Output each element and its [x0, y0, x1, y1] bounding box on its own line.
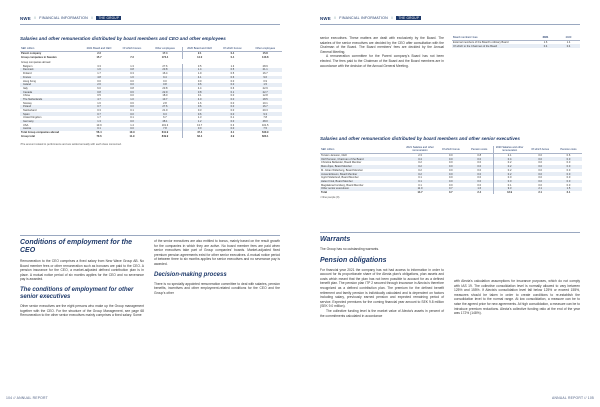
cell-value: 6.7 [163, 116, 167, 120]
cell-value: 13.7 [182, 123, 216, 127]
cell-value: 9.3 [248, 112, 282, 116]
cell-value: 1.7 [97, 116, 101, 120]
cell-value: 0.0 [436, 172, 466, 176]
footer-right: ANNUAL REPORT // 105 [551, 396, 594, 400]
cell-value: 0.5 [216, 68, 248, 72]
row-label: Helen Frisk, Board Member [320, 180, 404, 184]
cell-value: 0.7 [82, 105, 116, 109]
row-label: Torsten Jansson, CEO [321, 154, 347, 158]
cell-value: 4.1 [182, 76, 216, 80]
cell-value: 0.0 [216, 83, 248, 87]
cell-value: 0.6 [230, 86, 235, 90]
cell-value: 0.0 [448, 168, 453, 172]
heading-conditions-ceo: Conditions of employment for the CEO [20, 239, 132, 254]
cell-value: 0.3 [130, 72, 134, 76]
cell-value: 48.1 [148, 120, 182, 124]
cell-value: 4.4 [182, 87, 216, 91]
paragraph-senior-continued: of the senior executives are also entitled to bonus, mainly based on the result growth for the companies in which they are active. No board member fees are paid when senior executives take part of Group companies' boards. Market-adjusted fixed premium pension agreements exist for other senior executives. A mutual notice period of between three to six months applies for senior executives and no severance pay is awarded. [154, 239, 280, 266]
cell-value: 7.5 [248, 127, 282, 131]
cell-value: 1.3 [82, 120, 116, 124]
row-label: Group companies in Sweden [21, 55, 57, 59]
cell-value: 0.0 [566, 168, 571, 172]
cell-value: 0.2 [404, 165, 436, 169]
cell-value: 0.0 [538, 168, 542, 172]
section-tag: THE GROUP [398, 16, 420, 20]
cell-value: 0.6 [182, 105, 216, 109]
cell-value: 27.6 [148, 105, 182, 109]
cell-value: 0.0 [116, 112, 148, 116]
cell-value: 173.4 [161, 55, 169, 59]
cell-value: 1.7 [97, 72, 101, 76]
cell-value: 7.8 [263, 116, 267, 120]
cell-value: 0.0 [525, 180, 555, 184]
page-header: NWE // FINANCIAL INFORMATION // THE GROUP [320, 15, 420, 21]
cell-value: 0.8 [477, 154, 482, 158]
cell-value: 0.0 [555, 172, 582, 176]
paragraph-pension-1: For financial year 2021 the company has not had access to information in order to account for its proportionate share of the Alecta plan's obligations, plan assets and costs which meant that the plan has not been possible to account for as a defined benefit plan. The pension plan ITP 2 secured through insurance in Alecta is therefore recognized as a defined contribution plan. The premium for the defined benefit retirement and family pension is individually calculated and is dependent on factors including salary, previously earned pension and expected remaining period of service. Expected premiums for the coming financial year amount to SEK 9.8 million (SEK 9.0 million). [320, 267, 444, 309]
cell-value: 143.8 [261, 55, 269, 59]
paragraph-senior-matters: senior executives. These matters are dealt with exclusively by the Board. The salaries of the senior executives are decided by the CEO after consultation with the Chairman of the Board. The Board members' fees are decided by the Annual General Meeting. [320, 36, 444, 54]
cell-value: 2.1 [182, 51, 216, 55]
cell-value: 0.1 [230, 116, 235, 120]
cell-value: 7.8 [148, 127, 182, 131]
row-label: Canada [20, 90, 82, 94]
paragraph-decision-process: There is no specially appointed remuneration committee to deal with salaries, pension benefits, incentives and other employment-related conditions for the CEO and the Group's other [154, 281, 280, 295]
row-label: Germany [20, 120, 82, 124]
cell-value: 0.3 [182, 109, 216, 113]
cell-value: 1.6 [82, 68, 116, 72]
cell-value: 1.0 [116, 98, 148, 102]
cell-value: 0.5 [97, 94, 101, 98]
table-header-row: SEK million 2021 Salaries and other remuneration Of which bonus Pension costs 2020 Salaries and other remuneration Of which bonus Pension costs [320, 146, 582, 153]
cell-value: 0.3 [97, 109, 101, 112]
cell-value: 0.0 [436, 180, 466, 184]
cell-value: 2.1 [538, 190, 542, 194]
cell-value: 0.0 [448, 183, 453, 187]
cell-value: 0.8 [182, 90, 216, 94]
cell-value: 15.7 [96, 55, 102, 59]
cell-value: 0.1 [404, 180, 436, 184]
cell-value: 28.9 [262, 64, 268, 68]
cell-value: 0.6 [116, 90, 148, 94]
cell-value: 27.6 [162, 64, 168, 68]
cell-value: 21.9 [162, 109, 168, 112]
executives-table [320, 146, 582, 194]
cell-value: 23.8 [148, 68, 182, 72]
cell-value: 14.7 [417, 190, 423, 194]
cell-value: 0.0 [182, 127, 216, 131]
salary-table [20, 47, 282, 138]
cell-value: 1.4 [130, 123, 134, 127]
cell-value: 9.3 [148, 112, 182, 116]
row-label: United Kingdom [23, 116, 42, 120]
cell-value: 3.5 [182, 64, 216, 68]
cell-value: 0.4 [230, 51, 235, 55]
cell-value: 12.9 [493, 191, 525, 195]
cell-value: 1.5 [248, 83, 282, 87]
row-label: The Netherlands [20, 98, 82, 102]
cell-value: 13.7 [148, 98, 182, 102]
cell-value: 0.6 [566, 154, 571, 158]
row-label: Ingrid Söderlund, Board Member [321, 176, 359, 180]
cell-value: 16.7 [262, 72, 268, 76]
cell-value: 0.0 [216, 127, 248, 131]
cell-value: 2.1 [566, 190, 571, 194]
section-tag: THE GROUP [98, 16, 120, 20]
cell-value: 1.4 [182, 68, 216, 72]
cell-value: 11.9 [129, 134, 135, 138]
row-label: France [20, 76, 82, 80]
cell-value: 10.1 [262, 101, 268, 105]
row-label: Christina Bellander, Board Member [321, 161, 362, 165]
cell-value: 0.6 [182, 112, 216, 116]
cell-value: 16.4 [162, 72, 168, 76]
cell-value: 0.1 [493, 183, 525, 187]
section-divider [20, 235, 280, 236]
cell-value: 2.1 [525, 187, 555, 191]
table-footnote: ¹The amount related to performance and are settled annually with each class concerned. [20, 143, 122, 147]
cell-value: 9.4 [148, 76, 182, 80]
cell-value: 16.7 [248, 105, 282, 109]
cell-value: 0.0 [466, 172, 494, 176]
cell-value: 14.0 [182, 55, 216, 59]
right-page [300, 0, 600, 407]
cell-value: 0.0 [182, 79, 216, 83]
heading-conditions-senior: The conditions of employment for other senior executives [20, 286, 134, 300]
cell-value: 13.9 [96, 123, 102, 127]
cell-value: 849.9 [161, 134, 169, 138]
section-label: FINANCIAL INFORMATION [39, 16, 88, 20]
cell-value: 0.2 [493, 172, 525, 176]
cell-value: 0.1 [130, 109, 134, 112]
cell-value: 0.0 [130, 79, 134, 83]
cell-value: 0.0 [448, 154, 453, 158]
cell-value: 0.2 [418, 161, 422, 165]
cell-value: 0.0 [525, 165, 555, 169]
cell-value: 0.0 [436, 157, 466, 161]
cell-value: 3.3 [97, 64, 101, 68]
row-label: M. Johan Widerberg, Board Member [321, 168, 363, 172]
cell-value: 0.6 [182, 83, 216, 87]
cell-value: 0.0 [97, 79, 101, 83]
cell-value: 12.8 [262, 94, 268, 98]
cell-value: 63.4 [182, 135, 216, 139]
cell-value: 22.9 [262, 86, 268, 90]
heading-decision-process: Decision-making process [154, 271, 227, 278]
cell-value: 0.6 [130, 101, 134, 105]
cell-value: 0.0 [538, 183, 542, 187]
cell-value: 1.3 [130, 64, 134, 68]
cell-value: 0.0 [555, 180, 582, 184]
row-label: China [23, 94, 30, 98]
cell-value: 11.0 [404, 187, 436, 191]
cell-value: 21.1 [248, 68, 282, 72]
table-title: Salaries and other remuneration distributed by board members and CEO and other employees [20, 36, 226, 41]
row-label: Denmark [20, 68, 82, 72]
total-row [320, 191, 582, 195]
logo: NWE [320, 15, 331, 21]
cell-value: 0.0 [436, 165, 466, 169]
cell-value: 0.7 [448, 190, 453, 194]
table-title: Salaries and other remuneration distributed by board members and other senior executives [320, 136, 520, 141]
cell-value: 10.9 [129, 131, 135, 135]
cell-value: 3.1 [230, 131, 235, 135]
cell-value: 0.0 [116, 127, 148, 131]
cell-value: 17.4 [162, 51, 168, 55]
paragraph-warrants: The Group has no outstanding warrants. [320, 247, 380, 251]
row-label: USA [23, 123, 29, 127]
cell-value: 4.8 [82, 76, 116, 80]
cell-value: 0.4 [493, 157, 525, 161]
cell-value: 101.3 [161, 123, 169, 127]
board-fees-table: Board members' fees 2021 2020 External members of the Board's ordinary Board 1.6 1.4 Of which to the Chairman of the Board 0.4 0.4 [452, 36, 580, 48]
cell-value: 0.7 [436, 187, 466, 191]
row-label: Parent company [21, 51, 42, 55]
cell-value: 2.8 [163, 101, 167, 105]
cell-value: 0.0 [116, 105, 148, 109]
row-label: Jonas Eriksson, Board Member [320, 172, 404, 176]
row-label: Austria [20, 127, 82, 131]
cell-value: 0.4 [404, 157, 436, 161]
row-label: Olof Persson, Chairman of the Board [320, 157, 404, 161]
cell-value: 0.0 [555, 165, 582, 169]
heading-pension: Pension obligations [320, 256, 387, 264]
cell-value: 0.8 [130, 86, 134, 90]
cell-value: 0.1 [418, 183, 422, 187]
paragraph-conditions-senior: Other senior executives are the eight persons who make up the Group management together with the CEO. For the structure of the Group Management, see page 68 Remuneration to the other senior executives mainly comprises a fixed salary. Some [20, 303, 144, 318]
row-label: Magdalena Forsberg, Board Member [321, 183, 364, 187]
cell-value: 1.3 [230, 64, 235, 68]
cell-value: 640.9 [261, 131, 269, 135]
cell-value: 0.7 [82, 112, 116, 116]
cell-value: 0.0 [230, 109, 235, 112]
section-divider [320, 232, 580, 233]
paragraph-pension-3: with Alecta's calculation assumptions for insurance purposes, which do not comply with IAS 19. The collective consolidation level is normally allowed to vary between 125% and 155%. If Alecta's consolidation level fall below 125% or exceed 155%, measures should be taken in order to create conditions to re-establish the consolidation level to the normal range. At low consolidation, a measure can be to raise the agreed price for new agreements. At high consolidation, a measure can be to introduce premium reductions. Alecta's collective funding ratio at the end of the year was 172% (148%). [454, 279, 580, 316]
row-label: Poland [20, 105, 82, 109]
cell-value: 0.1 [82, 127, 116, 131]
cell-value: 0.0 [566, 183, 571, 187]
cell-value: 0.2 [493, 161, 525, 165]
cell-value: 6.0 [97, 86, 101, 90]
section-row: Group companies abroad [21, 61, 51, 65]
cell-value: 20.3 [262, 109, 268, 112]
row-label: Switzerland [23, 109, 37, 112]
row-label: Group total [21, 134, 35, 138]
cell-value: 18.0 [162, 94, 168, 98]
paragraph-remuneration-committee: A remuneration committee for the Parent company's Board has not been elected. The fees paid to the Chairman of the Board and the Board members are in accordance with the decision of the Annual General Meeting. [320, 54, 444, 68]
cell-value: 1.3 [182, 116, 216, 120]
cell-value: 4.0 [182, 98, 216, 102]
cell-value: 1.6 [182, 101, 216, 105]
cell-value: 0.0 [477, 176, 482, 180]
row-label: Italy [23, 86, 28, 90]
cell-value: 56.4 [96, 131, 102, 135]
footer-left: 104 // ANNUAL REPORT [6, 396, 48, 400]
cell-value: 0.0 [230, 101, 235, 105]
cell-value: 0.0 [216, 112, 248, 116]
cell-value: 9.6 [248, 76, 282, 80]
cell-value: 0.6 [216, 76, 248, 80]
paragraph-pension-2: The collective funding level is the market value of Alecta's assets in percent of the commitments calculated in accordance [320, 308, 444, 318]
cell-value: 47.4 [182, 131, 216, 135]
cell-value: 15.8 [262, 51, 268, 55]
cell-value: 2.3 [97, 51, 101, 55]
cell-value: 48.0 [248, 120, 282, 124]
cell-value: 0.5 [230, 72, 235, 76]
cell-value: 1.6 [466, 187, 494, 191]
table-header-row: SEK million 2021 Board and CEO Of which bonus¹ Other employees 2020 Board and CEO Of which bonus¹ Other employees [20, 47, 282, 51]
cell-value: 3.9 [230, 134, 235, 138]
cell-value: 0.0 [555, 157, 582, 161]
cell-value: 0.0 [566, 176, 571, 180]
cell-value: 0.0 [493, 176, 525, 180]
cell-value: 0.0 [230, 79, 235, 83]
cell-value: 0.0 [538, 161, 542, 165]
cell-value: 9.3 [493, 187, 525, 191]
cell-value: 7.3 [130, 55, 134, 59]
cell-value: 0.1 [182, 94, 216, 98]
cell-value: 0.0 [493, 180, 525, 184]
cell-value: 22.9 [148, 90, 182, 94]
header-divider [320, 24, 580, 25]
cell-value: 0.2 [493, 165, 525, 169]
cell-value: 0.0 [230, 94, 235, 98]
cell-value: 2.1 [493, 153, 525, 157]
cell-value: 2.3 [418, 154, 422, 158]
cell-value: 0.1 [418, 176, 422, 180]
row-label: Total [321, 190, 328, 194]
cell-value: 0.0 [566, 161, 571, 165]
cell-value: 1.6 [116, 76, 148, 80]
cell-value: 0.0 [538, 154, 542, 158]
cell-value: 1.6 [97, 101, 101, 105]
cell-value: 0.0 [216, 98, 248, 102]
row-label: Spain [20, 112, 82, 116]
paragraph-conditions-ceo: Remuneration to the CEO comprises a fixed salary from New Wave Group AB. No Board member fees or other remuneration such as bonuses are paid to the CEO. A pension insurance for the CEO, a market-adjusted defined contribution plan is in place. A mutual notice period of six months applies for the CEO and no severance pay is awarded. [20, 259, 144, 282]
section-label: FINANCIAL INFORMATION [339, 16, 388, 20]
row-label: Other senior executives¹ [320, 187, 404, 191]
cell-value: 0.0 [116, 120, 148, 124]
cell-value: 0.0 [216, 120, 248, 124]
header-divider [20, 24, 280, 25]
cell-value: 0.2 [404, 172, 436, 176]
cell-value: 23.8 [162, 86, 168, 90]
cell-value: 0.0 [163, 79, 167, 83]
cell-value: 1.9 [182, 72, 216, 76]
cell-value: 0.0 [216, 105, 248, 109]
cell-value: 833.1 [261, 134, 269, 138]
page-header: NWE // FINANCIAL INFORMATION // THE GROUP [20, 15, 120, 21]
row-label: Total Group companies abroad [21, 131, 60, 135]
heading-warrants: Warrants [320, 236, 351, 243]
cell-value: 0.4 [230, 55, 235, 59]
cell-value: 2.6 [82, 83, 116, 87]
cell-value: 0.3 [230, 123, 235, 127]
cell-value: 0.0 [477, 168, 482, 172]
cell-value: 0.1 [216, 90, 248, 94]
cell-value: 0.8 [82, 90, 116, 94]
cell-value: 0.0 [525, 157, 555, 161]
cell-value: 641.9 [161, 131, 169, 135]
cell-value: 0.0 [525, 172, 555, 176]
cell-value: 1.2 [182, 120, 216, 124]
table-footnote: ¹ Nine people (9). [320, 196, 341, 200]
row-label: Hong Kong [23, 79, 36, 83]
total-row [20, 135, 282, 139]
cell-value: 0.0 [130, 94, 134, 98]
cell-value: 0.8 [148, 83, 182, 87]
cell-value: 18.5 [248, 98, 282, 102]
cell-value: 70.6 [96, 134, 102, 138]
row-label: Norway [23, 101, 32, 105]
cell-value: 0.2 [493, 169, 525, 173]
row-label: Ireland [20, 83, 82, 87]
cell-value: 1.5 [555, 187, 582, 191]
cell-value: 0.0 [448, 176, 453, 180]
row-label: Belgium [23, 64, 33, 68]
cell-value: 0.1 [130, 116, 134, 120]
cell-value: 0.2 [418, 168, 422, 172]
cell-value: 0.0 [466, 180, 494, 184]
cell-value: 0.0 [477, 161, 482, 165]
cell-value: 2.4 [477, 190, 482, 194]
cell-value: 4.7 [82, 98, 116, 102]
cell-value: 0.0 [466, 165, 494, 169]
cell-value: 0.0 [466, 157, 494, 161]
row-label: Mats Årjes, Board Member [320, 165, 404, 169]
cell-value: 0.9 [263, 79, 267, 83]
cell-value: 22.7 [248, 90, 282, 94]
cell-value: 0.8 [116, 68, 148, 72]
cell-value: 0.0 [116, 83, 148, 87]
logo: NWE [20, 15, 31, 21]
cell-value: 101.5 [261, 123, 269, 127]
cell-value: 0.0 [477, 183, 482, 187]
row-label: Finland [23, 72, 32, 76]
cell-value: 0.0 [448, 161, 453, 165]
cell-value: 0.0 [538, 176, 542, 180]
